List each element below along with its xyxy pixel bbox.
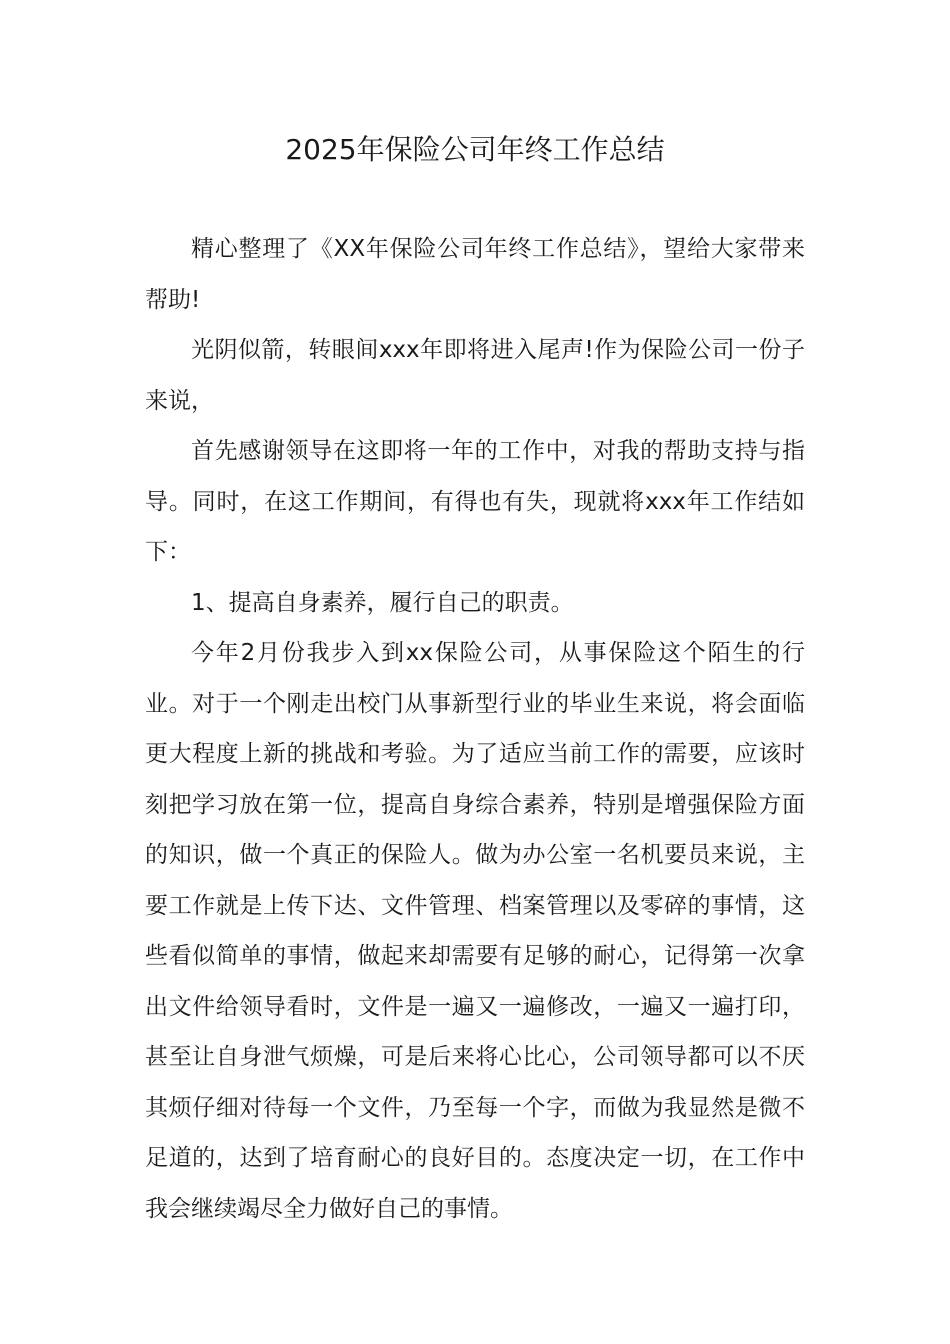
paragraph-intro: 精心整理了《XX年保险公司年终工作总结》，望给大家带来帮助! (145, 236, 805, 313)
paragraph-section-1-body: 今年2月份我步入到xx保险公司，从事保险这个陌生的行业。对于一个刚走出校门从事新型行业的毕业生来说，将会面临更大程度上新的挑战和考验。为了适应当前工作的需要，应该时刻把学习放在第一位，提高自身综合素养，特别是增强保险方面的知识，做一个真正的保险人。做为办公室一名机要员来说，主要工作就是上传下达、文件管理、档案管理以及零碎的事情，这些看似简单的事情，做起来却需要有足够的耐心，记得第一次拿出文件给领导看时，文件是一遍又一遍修改，一遍又一遍打印，甚至让自身泄气烦燥，可是后来将心比心，公司领导都可以不厌其烦仔细对待每一个文件，乃至每一个字，而做为我显然是微不足道的，达到了培育耐心的良好目的。态度决定一切，在工作中我会继续竭尽全力做好自己的事情。 (145, 640, 805, 1222)
paragraph-thanks: 首先感谢领导在这即将一年的工作中，对我的帮助支持与指导。同时，在这工作期间，有得也有失，现就将xxx年工作结如下： (145, 438, 805, 565)
section-heading-1: 1、提高自身素养，履行自己的职责。 (191, 589, 574, 616)
document-title: 2025年保险公司年终工作总结 (285, 133, 665, 166)
paragraph-time-flies: 光阴似箭，转眼间xxx年即将进入尾声!作为保险公司一份子来说， (145, 337, 805, 414)
document-body (145, 224, 805, 1234)
